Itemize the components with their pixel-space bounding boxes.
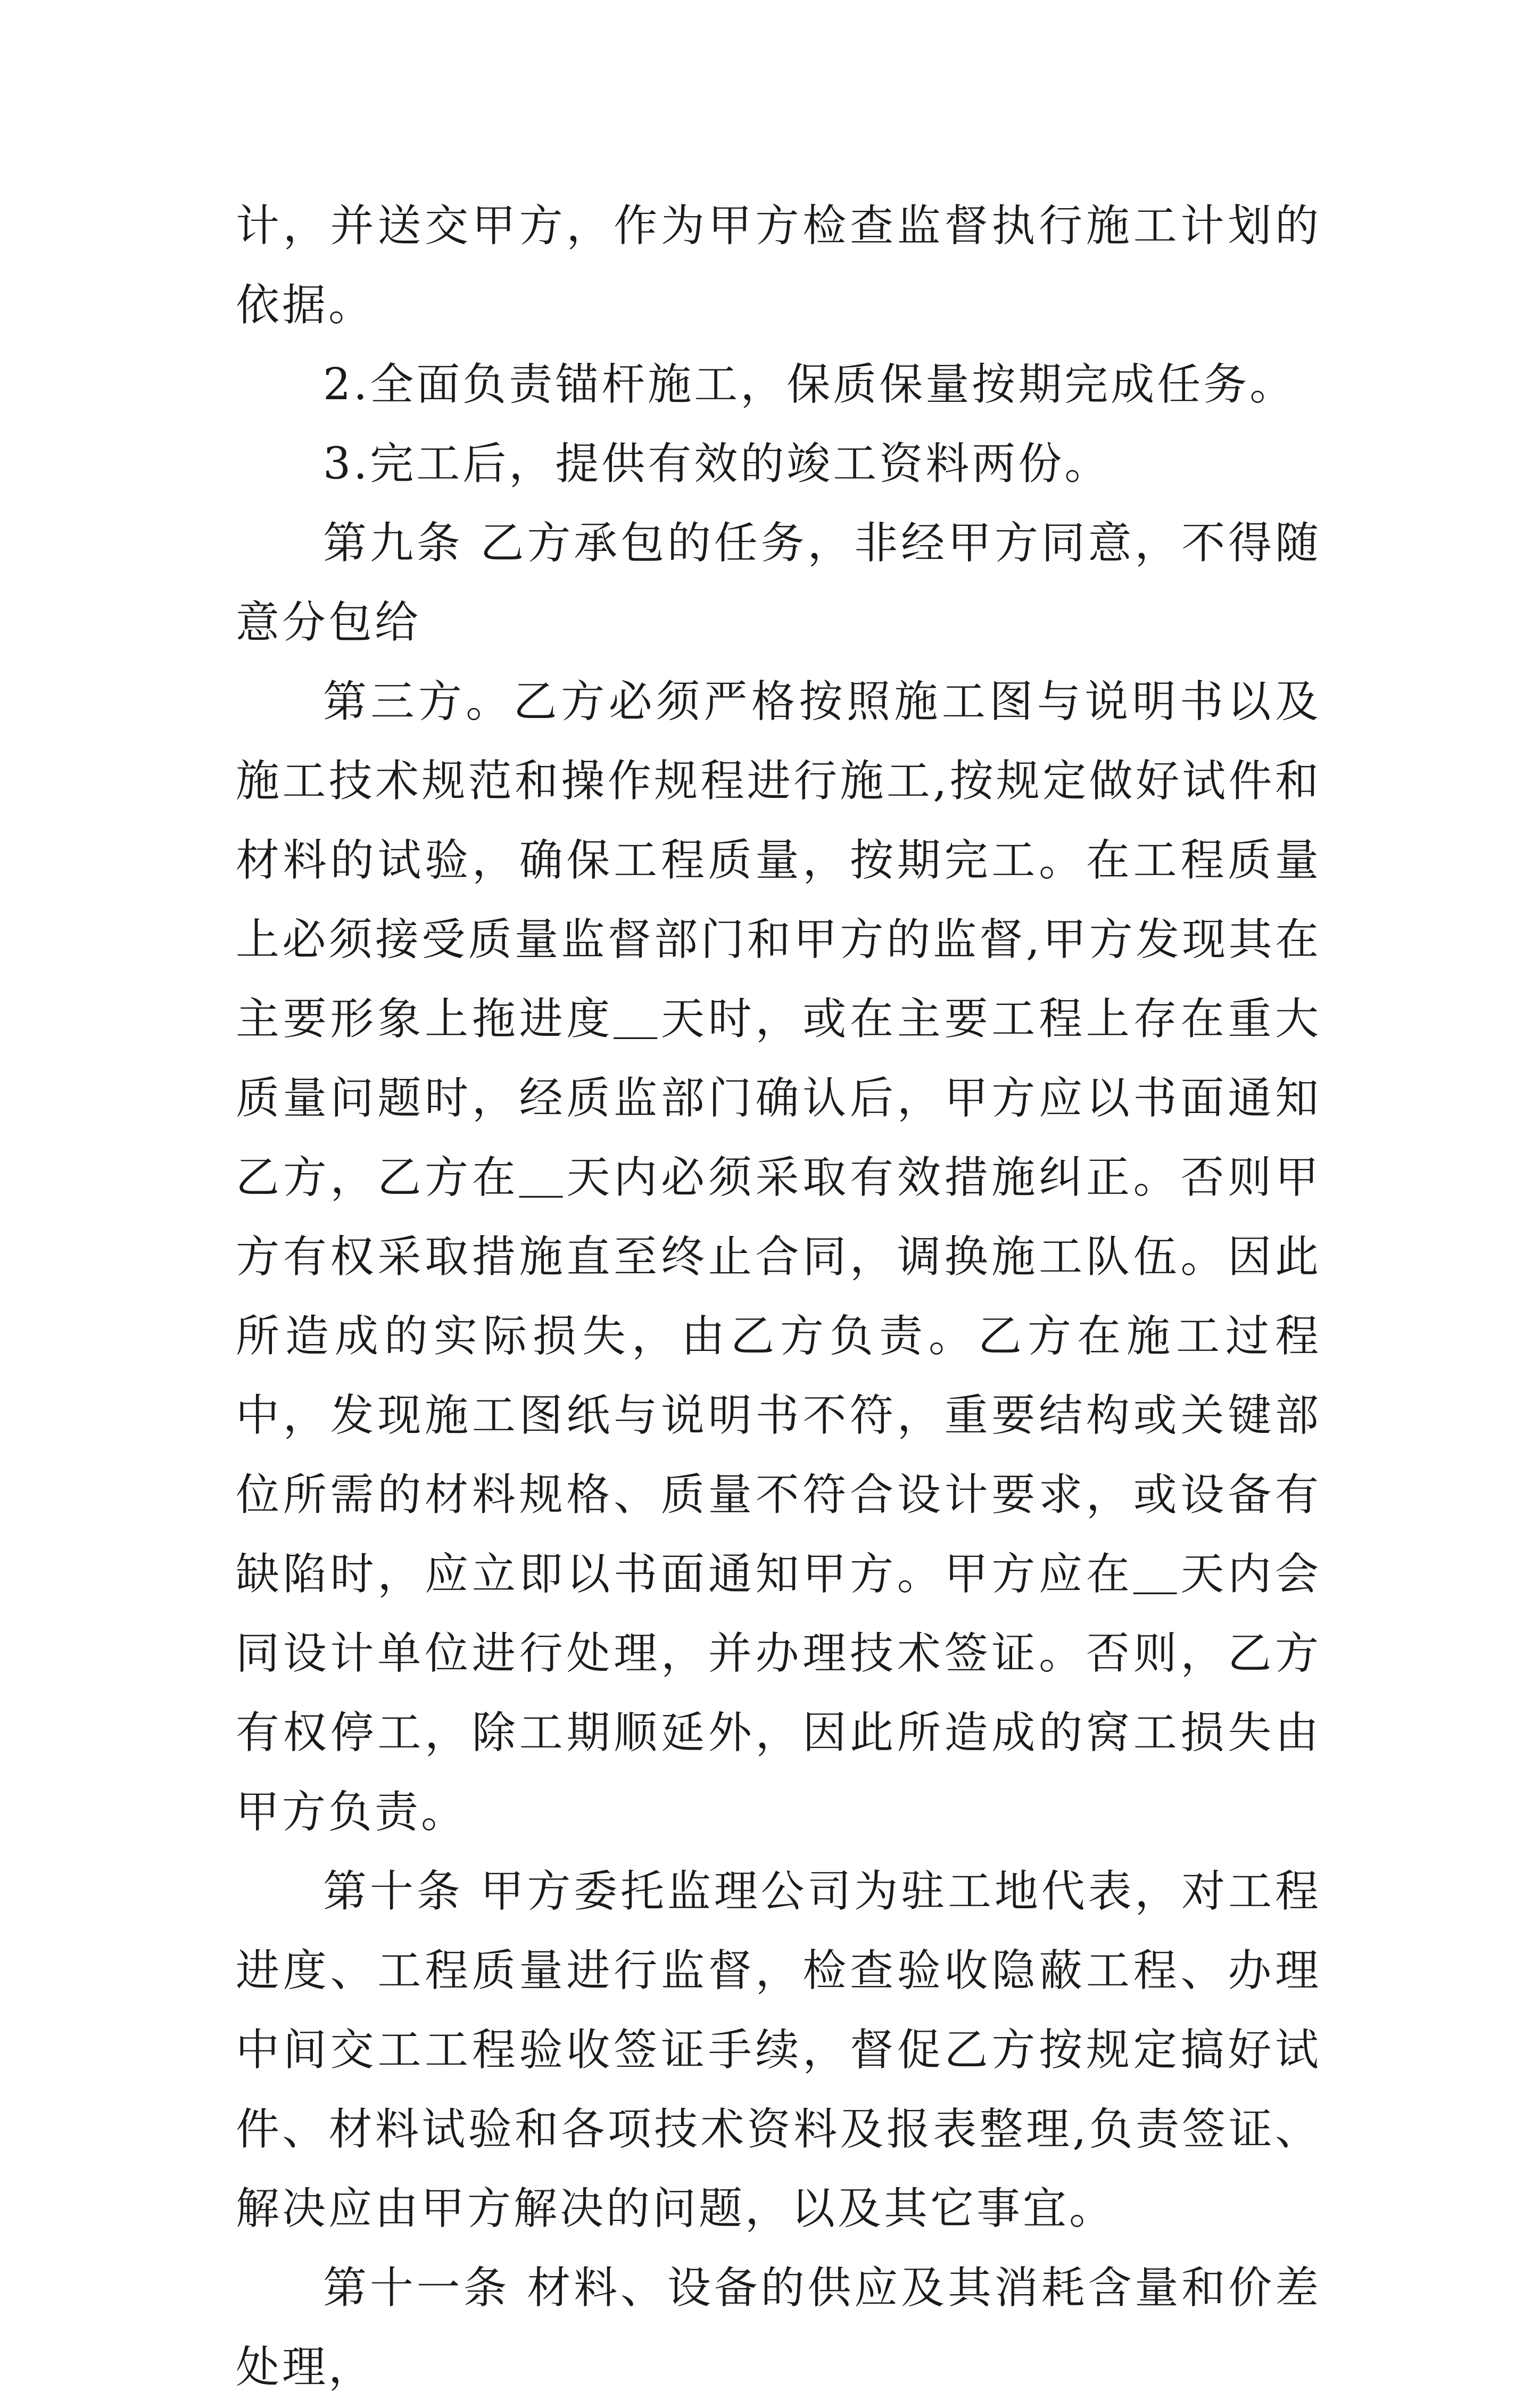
paragraph-article-9: 第九条 乙方承包的任务，非经甲方同意，不得随意分包给 bbox=[236, 518, 1321, 648]
paragraph-article-9-body: 第三方。乙方必须严格按照施工图与说明书以及施工技术规范和操作规程进行施工,按规定做好试件和材料的试验，确保工程质量，按期完工。在工程质量上必须接受质量监督部门和甲方的监督,甲方发现其在主要形象上拖进度＿天时，或在主要工程上存在重大质量问题时，经质监部门确认后，甲方应以书面通知乙方，乙方在＿天内必须采取有效措施纠正。否则甲方有权采取措施直至终止合同，调换施工队伍。因此所造成的实际损失，由乙方负责。乙方在施工过程中，发现施工图纸与说明书不符，重要结构或关键部位所需的材料规格、质量不符合设计要求，或设备有缺陷时，应立即以书面通知甲方。甲方应在＿天内会同设计单位进行处理，并办理技术签证。否则，乙方有权停工，除工期顺延外，因此所造成的窝工损失由甲方负责。 bbox=[236, 677, 1321, 1837]
document-body bbox=[236, 186, 1321, 2407]
paragraph-item-3: 3.完工后，提供有效的竣工资料两份。 bbox=[323, 439, 1111, 489]
paragraph-continuation: 计，并送交甲方，作为甲方检查监督执行施工计划的依据。 bbox=[236, 201, 1321, 331]
paragraph-item-2: 2.全面负责锚杆施工，保质保量按期完成任务。 bbox=[323, 359, 1296, 410]
paragraph-article-10: 第十条 甲方委托监理公司为驻工地代表，对工程进度、工程质量进行监督，检查验收隐蔽工程、办理中间交工工程验收签证手续，督促乙方按规定搞好试件、材料试验和各项技术资料及报表整理,负责签证、解决应由甲方解决的问题，以及其它事宜。 bbox=[236, 1866, 1321, 2234]
paragraph-article-11: 第十一条 材料、设备的供应及其消耗含量和价差处理， bbox=[236, 2263, 1321, 2393]
